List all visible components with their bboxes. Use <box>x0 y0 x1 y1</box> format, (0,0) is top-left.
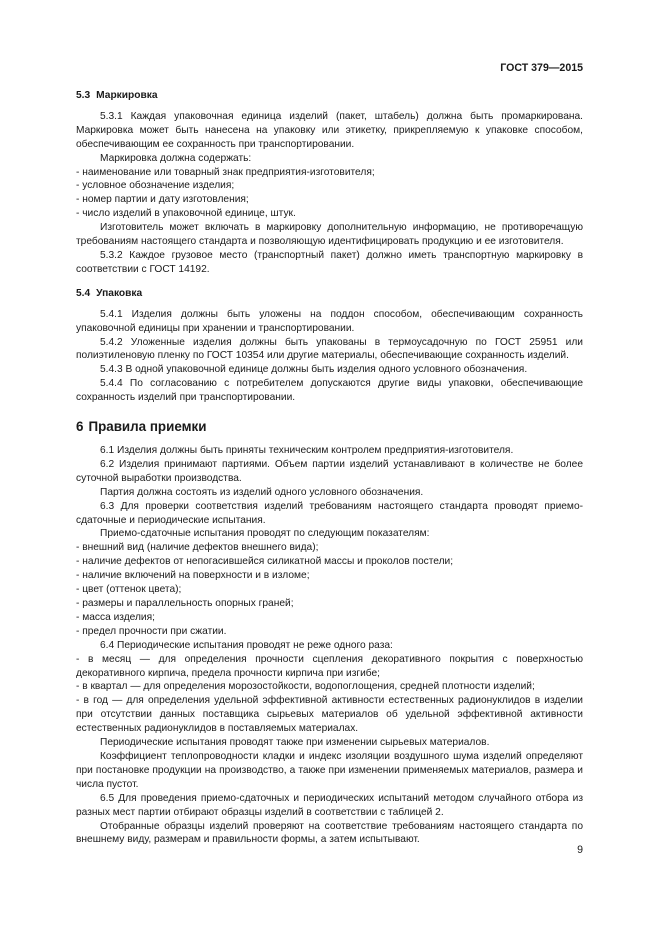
section-heading-5-3 <box>76 89 583 103</box>
list-item: - условное обозначение изделия; <box>76 180 235 192</box>
section-number: 5.3 <box>76 90 91 101</box>
section-title: Правила приемки <box>88 419 207 435</box>
paragraph: 6.2 Изделия принимают партиями. Объем партии изделий устанавливают в количестве не более суточной выработки производства. <box>76 458 583 484</box>
section-heading-5-4 <box>76 287 583 301</box>
paragraph: 5.4.1 Изделия должны быть уложены на поддон способом, обеспечивающим сохранность упаковочной единицы при хранении и транспортировании. <box>76 308 583 334</box>
list-item: - наличие дефектов от непогасившейся силикатной массы и проколов постели; <box>76 556 454 568</box>
list-item: - масса изделия; <box>76 611 155 623</box>
page-content <box>76 89 583 847</box>
paragraph: Партия должна состоять из изделий одного условного обозначения. <box>100 486 424 498</box>
list-item: - предел прочности при сжатии. <box>76 625 227 637</box>
page-number: 9 <box>577 844 583 856</box>
list-item: - цвет (оттенок цвета); <box>76 584 182 596</box>
paragraph: 5.4.2 Уложенные изделия должны быть упакованы в термоусадочную по ГОСТ 25951 или полиэтиленовую пленку по ГОСТ 10354 или другие материалы, обеспечивающие сохранность изделий. <box>76 336 583 362</box>
paragraph: Приемо-сдаточные испытания проводят по следующим показателям: <box>100 528 430 540</box>
section-title: Упаковка <box>96 287 143 299</box>
paragraph: 6.1 Изделия должны быть приняты техническим контролем предприятия-изготовителя. <box>100 445 514 457</box>
paragraph: 5.4.4 По согласованию с потребителем допускаются другие виды упаковки, обеспечивающие сохранность изделий при транспортировании. <box>76 378 583 404</box>
list-item: - наименование или товарный знак предприятия-изготовителя; <box>76 166 375 178</box>
paragraph: 6.3 Для проверки соответствия изделий требованиям настоящего стандарта проводят приемо-сдаточные и периодические испытания. <box>76 500 583 526</box>
document-code: ГОСТ 379—2015 <box>500 62 583 74</box>
list-item: - номер партии и дату изготовления; <box>76 194 249 206</box>
paragraph: Отобранные образцы изделий проверяют на соответствие требованиям настоящего стандарта по внешнему виду, размерам и правильности формы, а затем испытывают. <box>76 820 583 846</box>
section-number: 5.4 <box>76 287 91 299</box>
list-item: - в год — для определения удельной эффективной активности естественных радионуклидов в изделии при отсутствии данных поставщика сырьевых материалов об удельной эффективной активности естественных радионуклидов в поставляемых материалах. <box>76 695 583 735</box>
paragraph: 6.4 Периодические испытания проводят не реже одного раза: <box>100 639 393 651</box>
section-heading-6 <box>76 419 583 435</box>
section-title: Маркировка <box>96 90 158 101</box>
paragraph: 5.4.3 В одной упаковочной единице должны быть изделия одного условного обозначения. <box>100 364 528 376</box>
section-number: 6 <box>76 419 84 435</box>
paragraph: Маркировка должна содержать: <box>100 152 252 164</box>
paragraph: 6.5 Для проведения приемо-сдаточных и периодических испытаний методом случайного отбора из разных мест партии отбирают образцы изделий в соответствии с таблицей 2. <box>76 792 583 818</box>
list-item: - в месяц — для определения прочности сцепления декоративного покрытия с поверхностью декоративного кирпича, предела прочности кирпича при изгибе; <box>76 653 583 679</box>
list-item: - наличие включений на поверхности и в изломе; <box>76 570 310 582</box>
list-item: - число изделий в упаковочной единице, штук. <box>76 208 296 220</box>
paragraph: Периодические испытания проводят также при изменении сырьевых материалов. <box>100 737 490 749</box>
list-item: - размеры и параллельность опорных граней; <box>76 598 294 609</box>
paragraph: 5.3.2 Каждое грузовое место (транспортный пакет) должно иметь транспортную маркировку в соответствии с ГОСТ 14192. <box>76 249 583 275</box>
list-item: - в квартал — для определения морозостойкости, водопоглощения, средней плотности изделий; <box>76 681 535 693</box>
list-item: - внешний вид (наличие дефектов внешнего вида); <box>76 542 319 554</box>
paragraph: Коэффициент теплопроводности кладки и индекс изоляции воздушного шума изделий определяют при постановке продукции на производство, а также при изменении применяемых материалов, размера и числа пустот. <box>76 750 583 790</box>
paragraph: Изготовитель может включать в маркировку дополнительную информацию, не противоречащую требованиям настоящего стандарта и позволяющую идентифицировать продукцию и ее изготовителя. <box>76 222 583 248</box>
paragraph: 5.3.1 Каждая упаковочная единица изделий (пакет, штабель) должна быть промаркирована. Маркировка может быть нанесена на упаковку или этикетку, прикрепляемую к упаковке способом, обеспечивающим ее сохранность при транспортировании. <box>76 110 583 150</box>
